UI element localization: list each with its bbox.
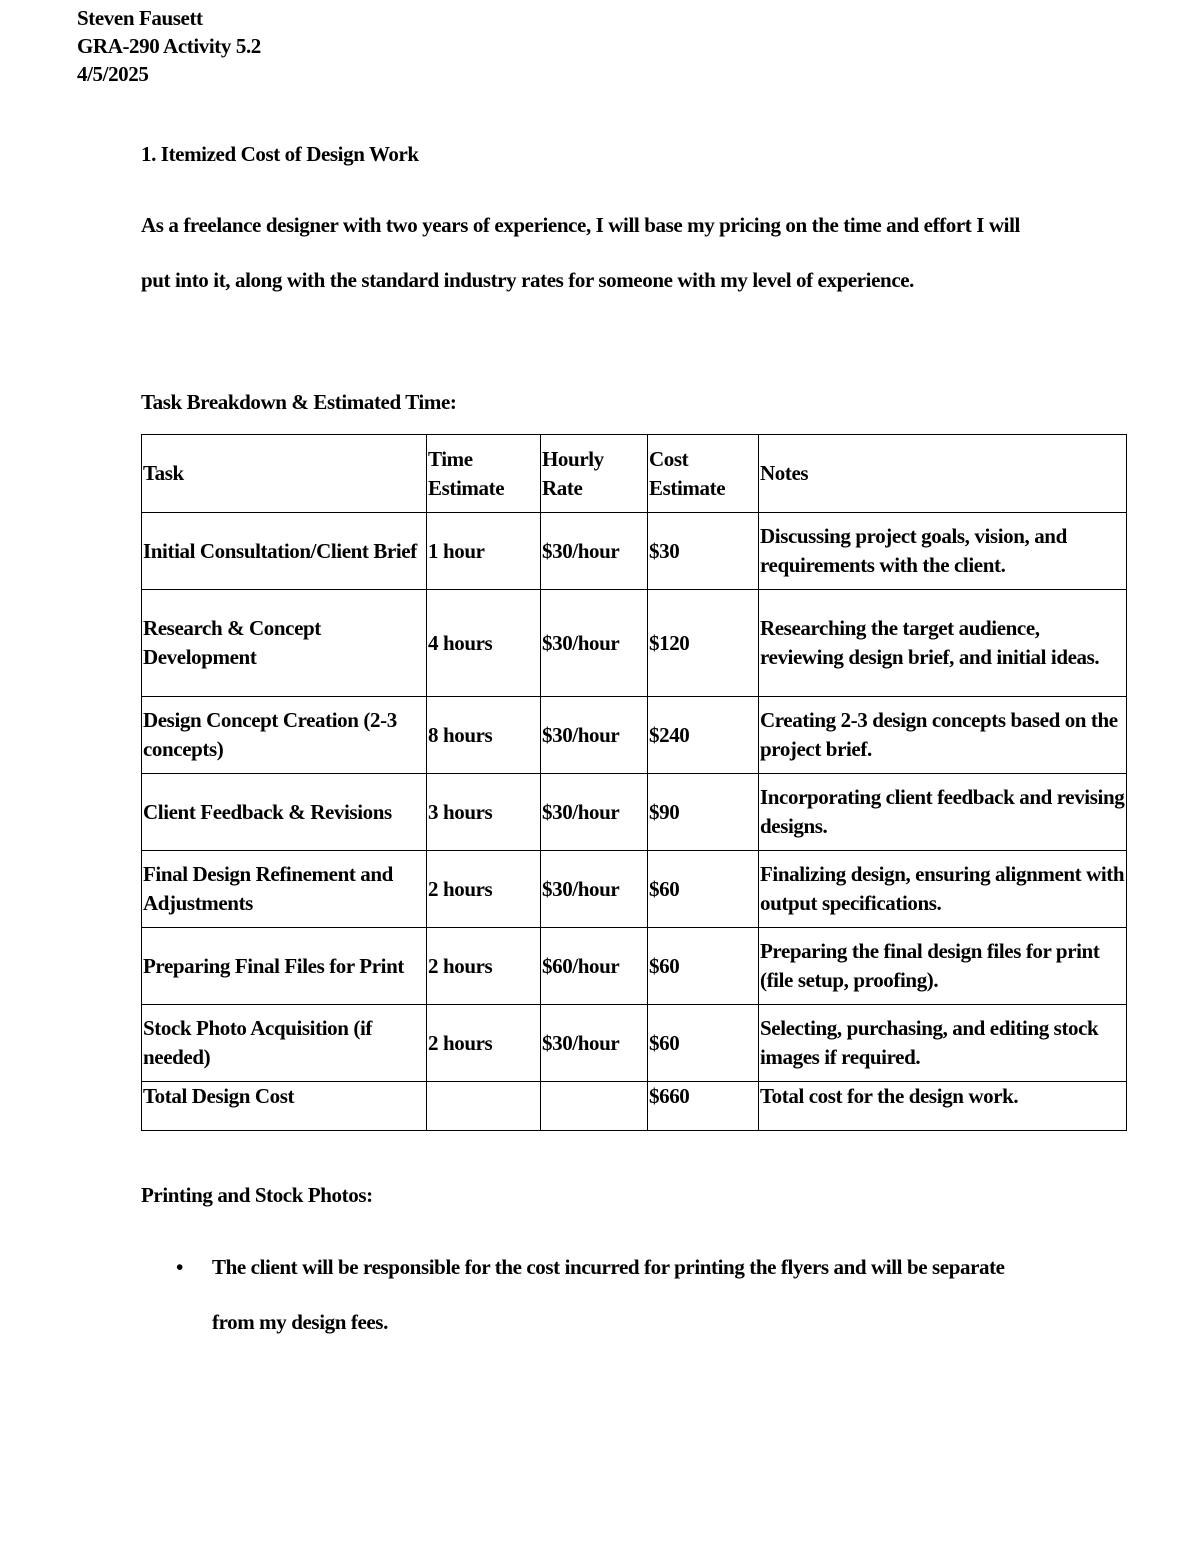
cell-task: Final Design Refinement and Adjustments — [142, 851, 427, 928]
table-row — [142, 697, 1127, 774]
intro-paragraph: As a freelance designer with two years of experience, I will base my pricing on the time and effort I will put into it, along with the standard industry rates for someone with my level of experience. — [141, 213, 1020, 292]
table-caption: Task Breakdown & Estimated Time: — [141, 390, 457, 414]
cell-cost: $60 — [648, 928, 759, 1005]
cell-task: Research & Concept Development — [142, 590, 427, 697]
header-time-estimate: Time Estimate — [427, 435, 541, 513]
cell-cost: $60 — [648, 1005, 759, 1082]
cell-cost: $60 — [648, 851, 759, 928]
table-row — [142, 1005, 1127, 1082]
cell-notes: Selecting, purchasing, and editing stock images if required. — [759, 1005, 1127, 1082]
table-total-row — [142, 1082, 1127, 1131]
header-cost-estimate: Cost Estimate — [648, 435, 759, 513]
cell-rate — [541, 1082, 648, 1131]
cell-task: Initial Consultation/Client Brief — [142, 513, 427, 590]
cell-cost: $120 — [648, 590, 759, 697]
cell-cost: $660 — [648, 1082, 759, 1131]
cell-notes: Creating 2-3 design concepts based on the project brief. — [759, 697, 1127, 774]
cell-rate: $30/hour — [541, 1005, 648, 1082]
course-activity: GRA-290 Activity 5.2 — [77, 34, 261, 58]
cell-time: 2 hours — [427, 928, 541, 1005]
table-row — [142, 928, 1127, 1005]
cost-table — [141, 434, 1127, 1131]
cell-rate: $30/hour — [541, 513, 648, 590]
header-hourly-rate: Hourly Rate — [541, 435, 648, 513]
table-row — [142, 513, 1127, 590]
cell-time: 3 hours — [427, 774, 541, 851]
cell-rate: $30/hour — [541, 697, 648, 774]
cell-notes: Preparing the final design files for print (file setup, proofing). — [759, 928, 1127, 1005]
cell-rate: $60/hour — [541, 928, 648, 1005]
cell-task: Client Feedback & Revisions — [142, 774, 427, 851]
cell-rate: $30/hour — [541, 590, 648, 697]
cell-cost: $240 — [648, 697, 759, 774]
cell-notes: Total cost for the design work. — [759, 1082, 1127, 1131]
author-name: Steven Fausett — [77, 6, 203, 30]
header-notes: Notes — [759, 435, 1127, 513]
table-header-row — [142, 435, 1127, 513]
section-title: 1. Itemized Cost of Design Work — [141, 142, 419, 166]
bullet-text: The client will be responsible for the cost incurred for printing the flyers and will be separate from my design fees. — [212, 1255, 1005, 1334]
table-row — [142, 590, 1127, 697]
cell-time: 4 hours — [427, 590, 541, 697]
bullet-list — [141, 1240, 1041, 1350]
cell-notes: Incorporating client feedback and revising designs. — [759, 774, 1127, 851]
cell-rate: $30/hour — [541, 774, 648, 851]
header-task: Task — [142, 435, 427, 513]
cell-notes: Researching the target audience, reviewing design brief, and initial ideas. — [759, 590, 1127, 697]
cell-cost: $30 — [648, 513, 759, 590]
cell-time: 8 hours — [427, 697, 541, 774]
cell-rate: $30/hour — [541, 851, 648, 928]
cell-time: 1 hour — [427, 513, 541, 590]
table-row — [142, 851, 1127, 928]
list-item — [141, 1240, 1041, 1350]
cell-task: Total Design Cost — [142, 1082, 427, 1131]
bullet-icon: • — [176, 1255, 183, 1279]
cell-time: 2 hours — [427, 1005, 541, 1082]
cell-cost: $90 — [648, 774, 759, 851]
printing-section-title: Printing and Stock Photos: — [141, 1183, 373, 1207]
document-date: 4/5/2025 — [77, 62, 149, 86]
cell-time — [427, 1082, 541, 1131]
cell-notes: Discussing project goals, vision, and requirements with the client. — [759, 513, 1127, 590]
cell-task: Preparing Final Files for Print — [142, 928, 427, 1005]
cell-notes: Finalizing design, ensuring alignment with output specifications. — [759, 851, 1127, 928]
cell-task: Stock Photo Acquisition (if needed) — [142, 1005, 427, 1082]
document-header — [77, 4, 261, 88]
cell-task: Design Concept Creation (2-3 concepts) — [142, 697, 427, 774]
table-row — [142, 774, 1127, 851]
cell-time: 2 hours — [427, 851, 541, 928]
